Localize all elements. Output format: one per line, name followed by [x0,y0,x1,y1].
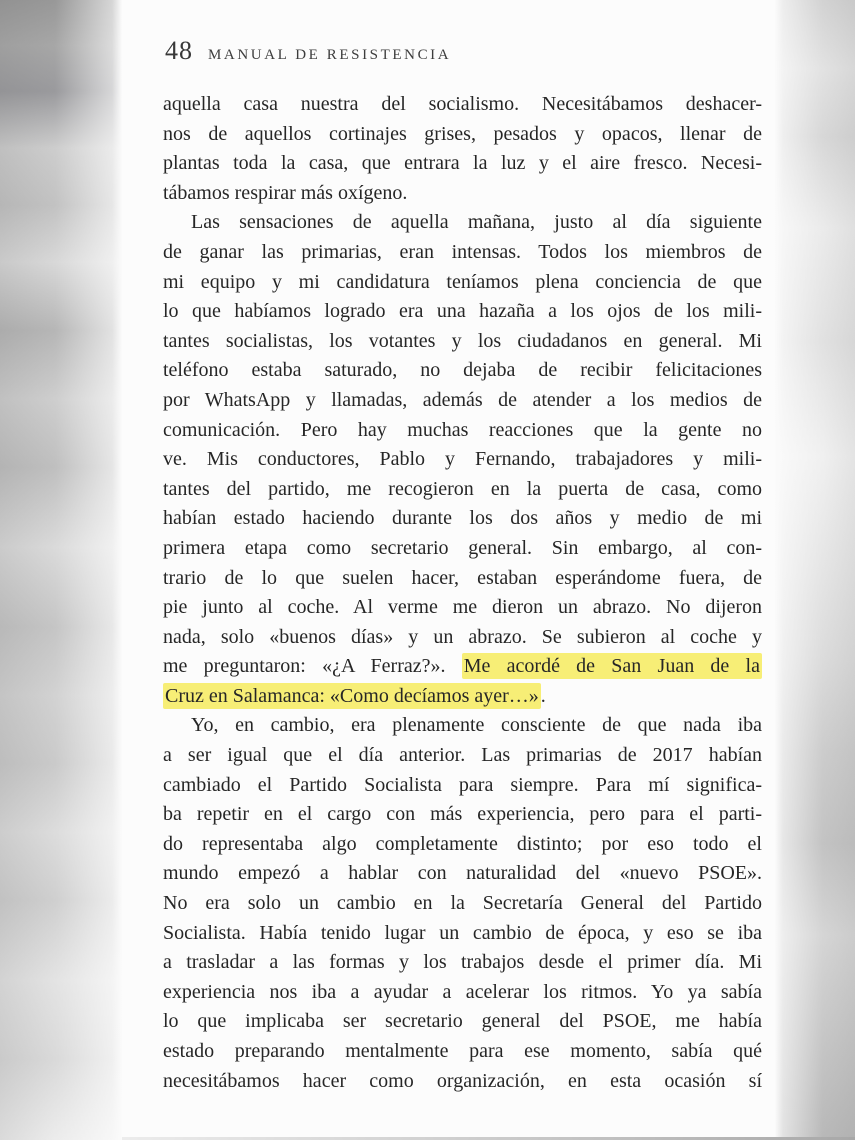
text-segment: primera etapa como secretario general. Sin embargo, al con- [163,536,762,559]
text-segment: estado preparando mentalmente para ese momento, sabía qué [163,1040,762,1062]
text-line [163,800,762,830]
text-segment: tábamos respirar más oxígeno. [163,181,408,204]
text-line [163,889,762,919]
text-segment: lo que implicaba ser secretario general del PSOE, me había [163,1010,762,1033]
text-line [163,830,762,860]
text-line [163,1037,762,1067]
text-line [163,652,762,682]
text-segment: cambiado el Partido Socialista para siempre. Para mí significa- [163,773,762,796]
text-line [163,120,762,150]
text-line [163,297,762,327]
page-header [165,36,451,66]
highlighted-text: Me acordé de San Juan de la [463,655,760,678]
text-segment: me preguntaron: «¿A Ferraz?». [163,655,462,678]
text-line [163,771,762,801]
text-line [163,327,762,357]
book-page [122,0,775,1140]
text-segment: por WhatsApp y llamadas, además de atender a los medios de [163,388,762,411]
text-segment: plantas toda la casa, que entrara la luz y el aire fresco. Necesi- [163,152,762,175]
paragraph [163,711,762,1096]
text-line [163,386,762,416]
text-line [163,149,762,179]
text-segment: aquella casa nuestra del socialismo. Necesitábamos deshacer- [163,93,762,115]
text-segment: ve. Mis conductores, Pablo y Fernando, trabajadores y mili- [163,448,762,471]
text-segment: pie junto al coche. Al verme me dieron un abrazo. No dijeron [163,596,762,619]
text-segment: trario de lo que suelen hacer, estaban esperándome fuera, de [163,566,762,589]
text-segment: comunicación. Pero hay muchas reacciones que la gente no [163,418,762,441]
text-segment: a trasladar a las formas y los trabajos desde el primer día. Mi [163,951,762,974]
text-line [163,564,762,594]
background-blur-left [0,0,122,1140]
text-segment: necesitábamos hacer como organización, en esta ocasión sí [163,1069,762,1092]
text-segment: de ganar las primarias, eran intensas. Todos los miembros de [163,240,762,263]
text-line [163,978,762,1008]
text-line [163,268,762,298]
text-line [163,504,762,534]
running-header-title: MANUAL DE RESISTENCIA [208,47,452,63]
page-number: 48 [165,36,193,65]
text-line [163,919,762,949]
text-line [163,711,762,741]
text-line [163,859,762,889]
text-segment: mundo empezó a hablar con naturalidad del «nuevo PSOE». [163,862,762,885]
paragraph [163,208,762,711]
text-line [163,238,762,268]
text-line [163,1007,762,1037]
text-line [163,208,762,238]
text-segment: tantes del partido, me recogieron en la puerta de casa, como [163,477,762,500]
text-segment: a ser igual que el día anterior. Las primarias de 2017 habían [163,744,762,767]
highlighted-text: Cruz en Salamanca: «Como decíamos ayer…» [165,684,539,707]
text-line [163,445,762,475]
text-line [163,682,762,712]
text-segment: nada, solo «buenos días» y un abrazo. Se subieron al coche y [163,625,762,648]
text-line [163,741,762,771]
paragraph [163,90,762,208]
text-segment: habían estado haciendo durante los dos años y medio de mi [163,507,762,530]
text-segment: tantes socialistas, los votantes y los ciudadanos en general. Mi [163,329,762,352]
text-segment: Yo, en cambio, era plenamente consciente de que nada iba [191,714,762,737]
text-line [163,1067,762,1097]
text-line [163,90,762,120]
text-segment: Socialista. Había tenido lugar un cambio de época, y eso se iba [163,921,762,944]
text-line [163,623,762,653]
text-segment: nos de aquellos cortinajes grises, pesados y opacos, llenar de [163,122,762,145]
text-line [163,534,762,564]
text-segment: No era solo un cambio en la Secretaría General del Partido [163,892,762,915]
text-line [163,475,762,505]
text-segment: Las sensaciones de aquella mañana, justo al día siguiente [191,211,762,234]
text-line [163,356,762,386]
text-segment: lo que habíamos logrado era una hazaña a los ojos de los mili- [163,300,762,323]
text-segment: do representaba algo completamente distinto; por eso todo el [163,832,762,855]
text-line [163,179,762,209]
text-segment: ba repetir en el cargo con más experiencia, pero para el parti- [163,803,762,826]
text-line [163,948,762,978]
body-text [163,90,762,1096]
text-line [163,416,762,446]
text-segment: teléfono estaba saturado, no dejaba de recibir felicitaciones [163,359,762,382]
text-segment: mi equipo y mi candidatura teníamos plena conciencia de que [163,270,762,293]
text-line [163,593,762,623]
background-blur-right [775,0,855,1140]
text-segment: experiencia nos iba a ayudar a acelerar los ritmos. Yo ya sabía [163,980,762,1003]
text-segment: . [540,684,546,707]
